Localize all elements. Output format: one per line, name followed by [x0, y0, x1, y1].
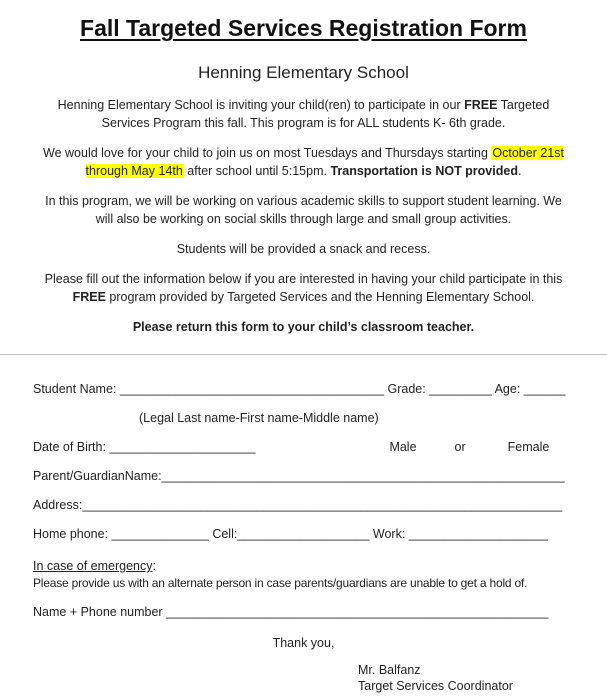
- signature-title: Target Services Coordinator: [358, 679, 513, 693]
- address-row: [33, 497, 574, 514]
- school-name: Henning Elementary School: [198, 63, 409, 82]
- emergency-heading-colon: :: [152, 559, 156, 573]
- section-divider: [0, 354, 607, 355]
- document-header-section: [0, 14, 607, 336]
- signature-name: Mr. Balfanz: [358, 663, 421, 677]
- intro-paragraph-2: [36, 144, 571, 180]
- intro-paragraph-4: Students will be provided a snack and recess.: [176, 242, 431, 256]
- cell-phone-blank: ___________________: [237, 527, 370, 541]
- form-fields-section: [0, 381, 607, 694]
- parent-guardian-blank: __________________________________________________________: [161, 469, 565, 483]
- text-segment: Please fill out the information below if you are interested in having your child participate in this: [44, 272, 563, 286]
- return-instruction: Please return this form to your child’s classroom teacher.: [132, 320, 475, 334]
- text-segment: Henning Elementary School is inviting your child(ren) to participate in our: [57, 98, 465, 112]
- age-blank: ______: [523, 382, 566, 396]
- intro-paragraph-5: [36, 270, 571, 306]
- or-label: or: [454, 440, 466, 454]
- form-title: Fall Targeted Services Registration Form: [80, 15, 527, 41]
- text-segment: after school until 5:15pm.: [183, 164, 331, 178]
- legal-name-note: (Legal Last name-First name-Middle name): [139, 411, 379, 425]
- phone-numbers-row: [33, 526, 574, 543]
- work-phone-label: Work:: [369, 527, 409, 541]
- cell-phone-label: Cell:: [208, 527, 238, 541]
- date-of-birth-blank: _____________________: [109, 440, 256, 454]
- female-option-label: Female: [507, 440, 550, 454]
- intro-paragraph-3: In this program, we will be working on various academic skills to support student learning. We will also be working on social skills through large and small group activities.: [45, 194, 562, 226]
- male-option-label: Male: [389, 440, 417, 454]
- address-blank: _____________________________________________________________________: [82, 498, 563, 512]
- date-of-birth-label: Date of Birth:: [33, 440, 110, 454]
- parent-guardian-label: Parent/GuardianName:: [33, 469, 162, 483]
- bold-text-free: FREE: [72, 290, 106, 304]
- emergency-heading: In case of emergency: [33, 559, 153, 573]
- bold-text-transportation: Transportation is NOT provided: [330, 164, 518, 178]
- emergency-contact-row: [33, 604, 574, 621]
- thank-you-text: Thank you,: [272, 636, 335, 650]
- date-of-birth-row: [33, 439, 574, 456]
- emergency-contact-label: Name + Phone number: [33, 605, 167, 619]
- text-segment: .: [517, 164, 522, 178]
- signature-block: [358, 662, 574, 694]
- address-label: Address:: [33, 498, 83, 512]
- grade-label: Grade:: [384, 382, 430, 396]
- home-phone-blank: ______________: [111, 527, 209, 541]
- emergency-instructions: Please provide us with an alternate person in case parents/guardians are unable to get a hold of.: [33, 576, 528, 590]
- work-phone-blank: ____________________: [408, 527, 548, 541]
- student-name-label: Student Name:: [33, 382, 120, 396]
- grade-blank: _________: [429, 382, 492, 396]
- highlighted-dates: October 21st through May 14th: [85, 146, 564, 178]
- intro-paragraph-1: [36, 96, 571, 132]
- emergency-heading-row: [33, 558, 574, 575]
- text-segment: program provided by Targeted Services and the Henning Elementary School.: [105, 290, 535, 304]
- emergency-contact-blank: _______________________________________________________: [166, 605, 549, 619]
- age-label: Age:: [491, 382, 524, 396]
- parent-guardian-row: [33, 468, 574, 485]
- text-segment: We would love for your child to join us on most Tuesdays and Thursdays starting: [43, 146, 492, 160]
- student-name-row: [33, 381, 574, 398]
- home-phone-label: Home phone:: [33, 527, 112, 541]
- bold-text-free: FREE: [464, 98, 498, 112]
- student-name-blank: ______________________________________: [119, 382, 385, 396]
- text-segment: Targeted Services Program this fall. This program is for ALL students K- 6th grade.: [101, 98, 550, 130]
